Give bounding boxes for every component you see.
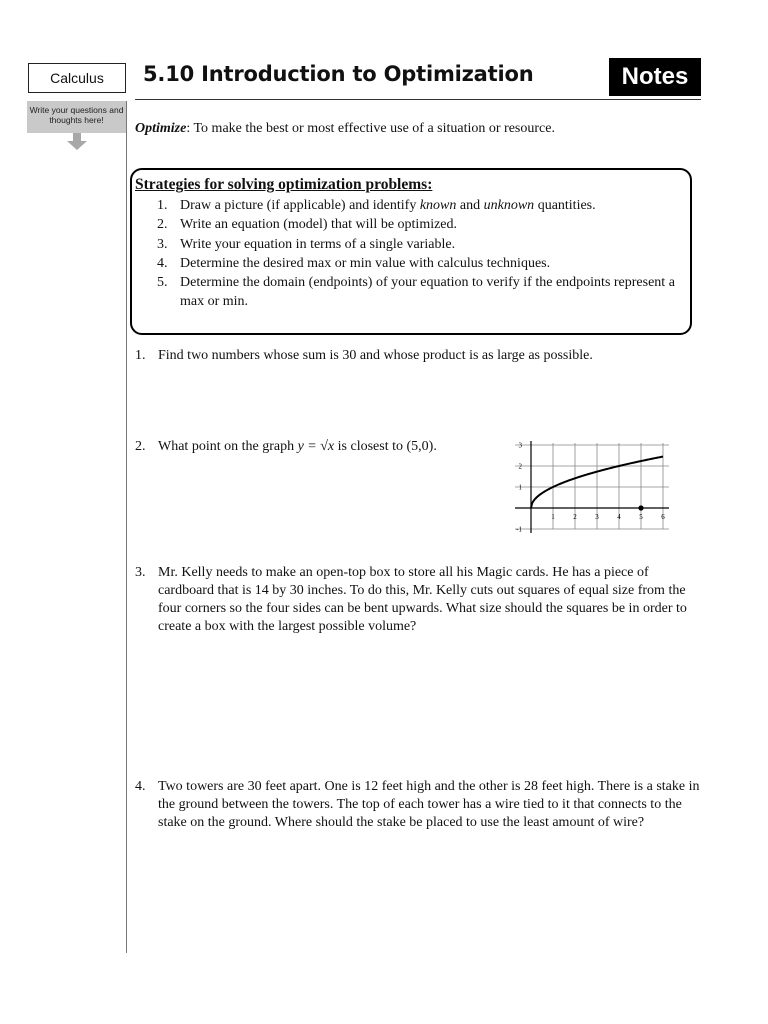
x-tick-label: 3 [595,513,599,521]
list-item: 1. Draw a picture (if applicable) and identify known and unknown quantities. [157,198,596,213]
page-title: 5.10 Introduction to Optimization [143,62,534,86]
margin-note: Write your questions and thoughts here! [27,101,126,133]
list-item: 3. Write your equation in terms of a single variable. [157,236,456,252]
y-tick-label: 2 [518,462,522,471]
y-tick-label: -1 [516,525,522,534]
down-arrow-icon [66,133,88,151]
definition-term: Optimize [135,121,187,136]
definition [135,121,555,137]
x-tick-label: 2 [573,513,577,521]
x-tick-label: 6 [661,513,665,521]
target-point: (5,0) [406,439,434,454]
x-tick-label: 5 [639,513,643,521]
sqrt-graph [510,437,672,543]
x-tick-label: 1 [551,513,555,521]
list-item: 5. Determine the domain (endpoints) of your equation to verify if the endpoints represent a max or min. [157,275,675,310]
x-tick-label: 4 [617,513,621,521]
title-divider [135,99,701,100]
problem-2: 2. What point on the graph y = √x is closest to (5,0). [135,439,437,454]
y-tick-label: 1 [518,483,522,492]
problem-3: 3. Mr. Kelly needs to make an open-top box to store all his Magic cards. He has a piece of cardboard that is 14 by 30 inches. To do this, Mr. Kelly cuts out squares of equal size from the four corners so the four sides can be bent upwards. What size should the squares be in order to create a box with the largest possible volume? [135,565,687,634]
course-label: Calculus [28,63,126,93]
notes-badge: Notes [609,58,701,96]
list-item: 4. Determine the desired max or min value with calculus techniques. [157,255,551,271]
problem-4: 4. Two towers are 30 feet apart. One is 12 feet high and the other is 28 feet high. There is a stake in the ground between the towers. The top of each tower has a wire tied to it that connects to the stake on the ground. Where should the stake be placed to use the least amount of wire? [135,779,700,830]
definition-text: : To make the best or most effective use of a situation or resource. [186,121,555,136]
list-item: 2. Write an equation (model) that will be optimized. [157,217,458,233]
marked-point [638,505,643,510]
problem-1: 1. Find two numbers whose sum is 30 and whose product is as large as possible. [135,348,593,363]
y-tick-label: 3 [518,441,522,450]
margin-divider [126,101,127,953]
strategy-title: Strategies for solving optimization problems: [135,176,433,193]
equation: y = √x [297,439,335,454]
strategy-list [155,196,675,312]
